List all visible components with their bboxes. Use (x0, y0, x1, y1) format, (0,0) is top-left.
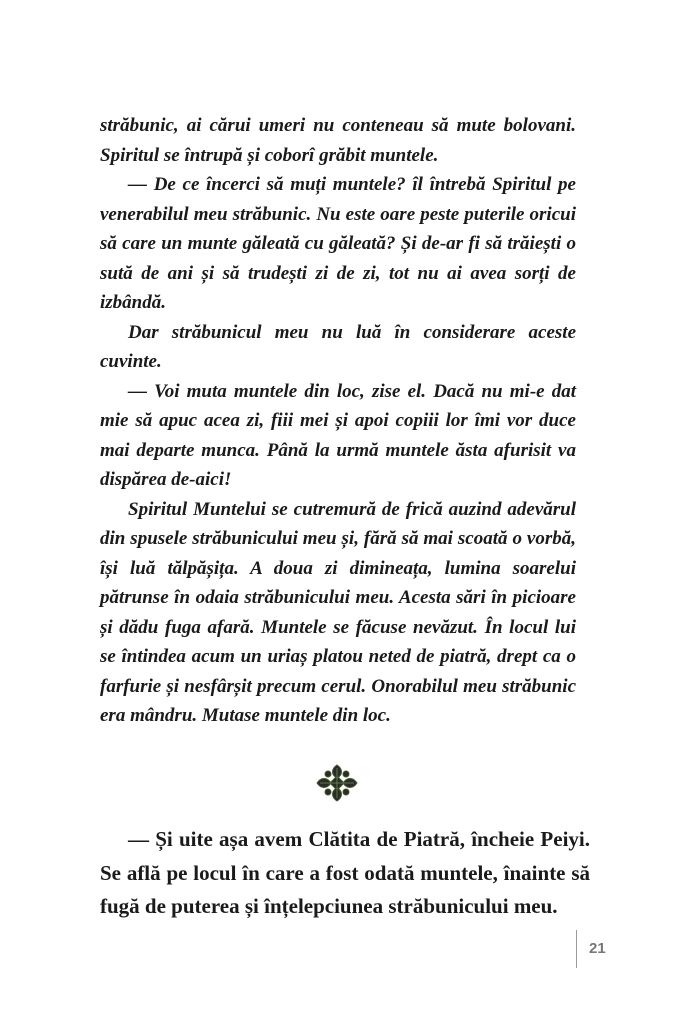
story-paragraph-3: Dar străbunicul meu nu luă în considerare aceste cuvinte. (100, 321, 576, 372)
story-paragraph-4: — Voi muta muntele din loc, zise el. Dacă nu mi-e dat mie să apuc acea zi, fiii mei și apoi copiii lor îmi vor duce mai departe munca. Până la urmă muntele ăsta afurisit va dispărea de-aici! (100, 380, 576, 490)
story-paragraph-5: Spiritul Muntelui se cutremură de frică auzind adevărul din spusele străbunicului meu și, fără să mai scoată o vorbă, își luă tălpășița. A doua zi dimineața, lumina soarelui pătrunse în odaia străbunicului meu. Acesta sări în picioare și dădu fuga afară. Muntele se făcuse nevăzut. În locul lui se întindea acum un uriaș platou neted de piatră, drept ca o farfurie și nesfârșit precum cerul. Onorabilul meu străbunic era mândru. Mutase muntele din loc. (100, 498, 576, 726)
story-paragraph-1: străbunic, ai cărui umeri nu conteneau să mute bolovani. Spiritul se întrupă și coborî grăbit muntele. (100, 115, 576, 166)
closing-text (100, 823, 590, 924)
celtic-cross-ornament-icon (312, 763, 362, 803)
story-text (100, 111, 576, 731)
story-paragraph-2: — De ce încerci să muți muntele? îl întrebă Spiritul pe venerabilul meu străbunic. Nu este oare peste puterile oricui să care un munte găleată cu găleată? Și de-ar fi să trăiești o sută de ani și să trudești zi de zi, tot nu ai avea sorți de izbândă. (100, 174, 576, 313)
page-number: 21 (589, 940, 606, 957)
closing-paragraph: — Și uite așa avem Clătita de Piatră, încheie Peiyi. Se află pe locul în care a fost odată muntele, înainte să fugă de puterea și înțelepciunea străbunicului meu. (100, 827, 590, 918)
folio-divider (576, 930, 577, 968)
